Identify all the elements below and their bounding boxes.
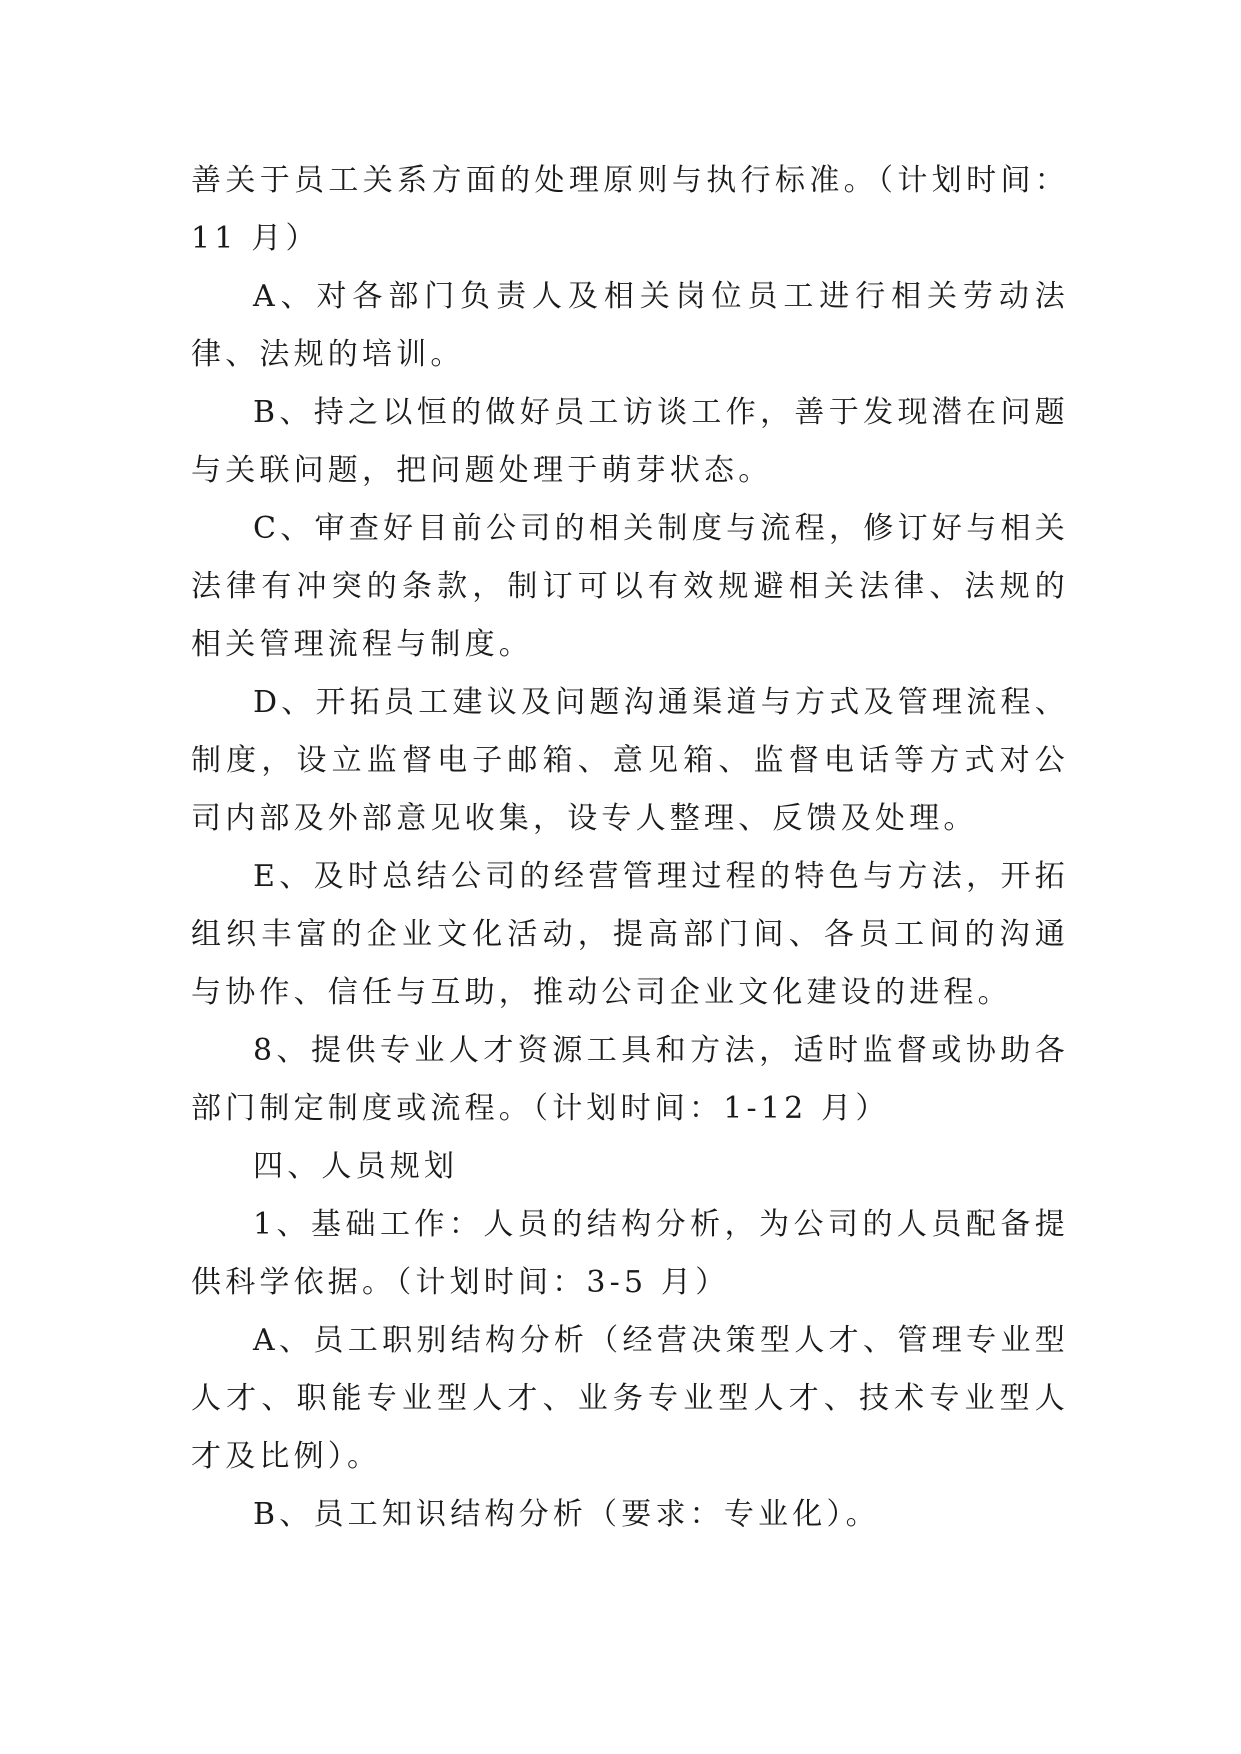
paragraph-section-1-structure-analysis: 1、基础工作：人员的结构分析，为公司的人员配备提供科学依据。（计划时间：3-5 月） — [191, 1207, 1069, 1300]
paragraph-item-a-legal-training: A、对各部门负责人及相关岗位员工进行相关劳动法律、法规的培训。 — [191, 279, 1069, 372]
paragraph-item-b-knowledge-analysis: B、员工知识结构分析（要求：专业化）。 — [253, 1497, 880, 1532]
section-heading-staff-planning: 四、人员规划 — [253, 1149, 459, 1184]
paragraph-employee-relations-standards: 善关于员工关系方面的处理原则与执行标准。（计划时间：11 月） — [191, 163, 1069, 256]
document-body — [191, 152, 1069, 1544]
paragraph-section-8-hr-tools: 8、提供专业人才资源工具和方法，适时监督或协助各部门制定制度或流程。（计划时间：1-12 月） — [191, 1033, 1069, 1126]
paragraph-item-d-feedback-channels: D、开拓员工建议及问题沟通渠道与方式及管理流程、制度，设立监督电子邮箱、意见箱、监督电话等方式对公司内部及外部意见收集，设专人整理、反馈及处理。 — [191, 685, 1069, 836]
paragraph-item-a-job-level-analysis: A、员工职别结构分析（经营决策型人才、管理专业型人才、职能专业型人才、业务专业型人才、技术专业型人才及比例）。 — [191, 1323, 1069, 1474]
paragraph-item-e-corporate-culture: E、及时总结公司的经营管理过程的特色与方法，开拓组织丰富的企业文化活动，提高部门间、各员工间的沟通与协作、信任与互助，推动公司企业文化建设的进程。 — [191, 859, 1069, 1010]
paragraph-item-b-employee-interviews: B、持之以恒的做好员工访谈工作，善于发现潜在问题与关联问题，把问题处理于萌芽状态。 — [191, 395, 1069, 488]
paragraph-item-c-policy-review: C、审查好目前公司的相关制度与流程，修订好与相关法律有冲突的条款，制订可以有效规避相关法律、法规的相关管理流程与制度。 — [191, 511, 1069, 662]
